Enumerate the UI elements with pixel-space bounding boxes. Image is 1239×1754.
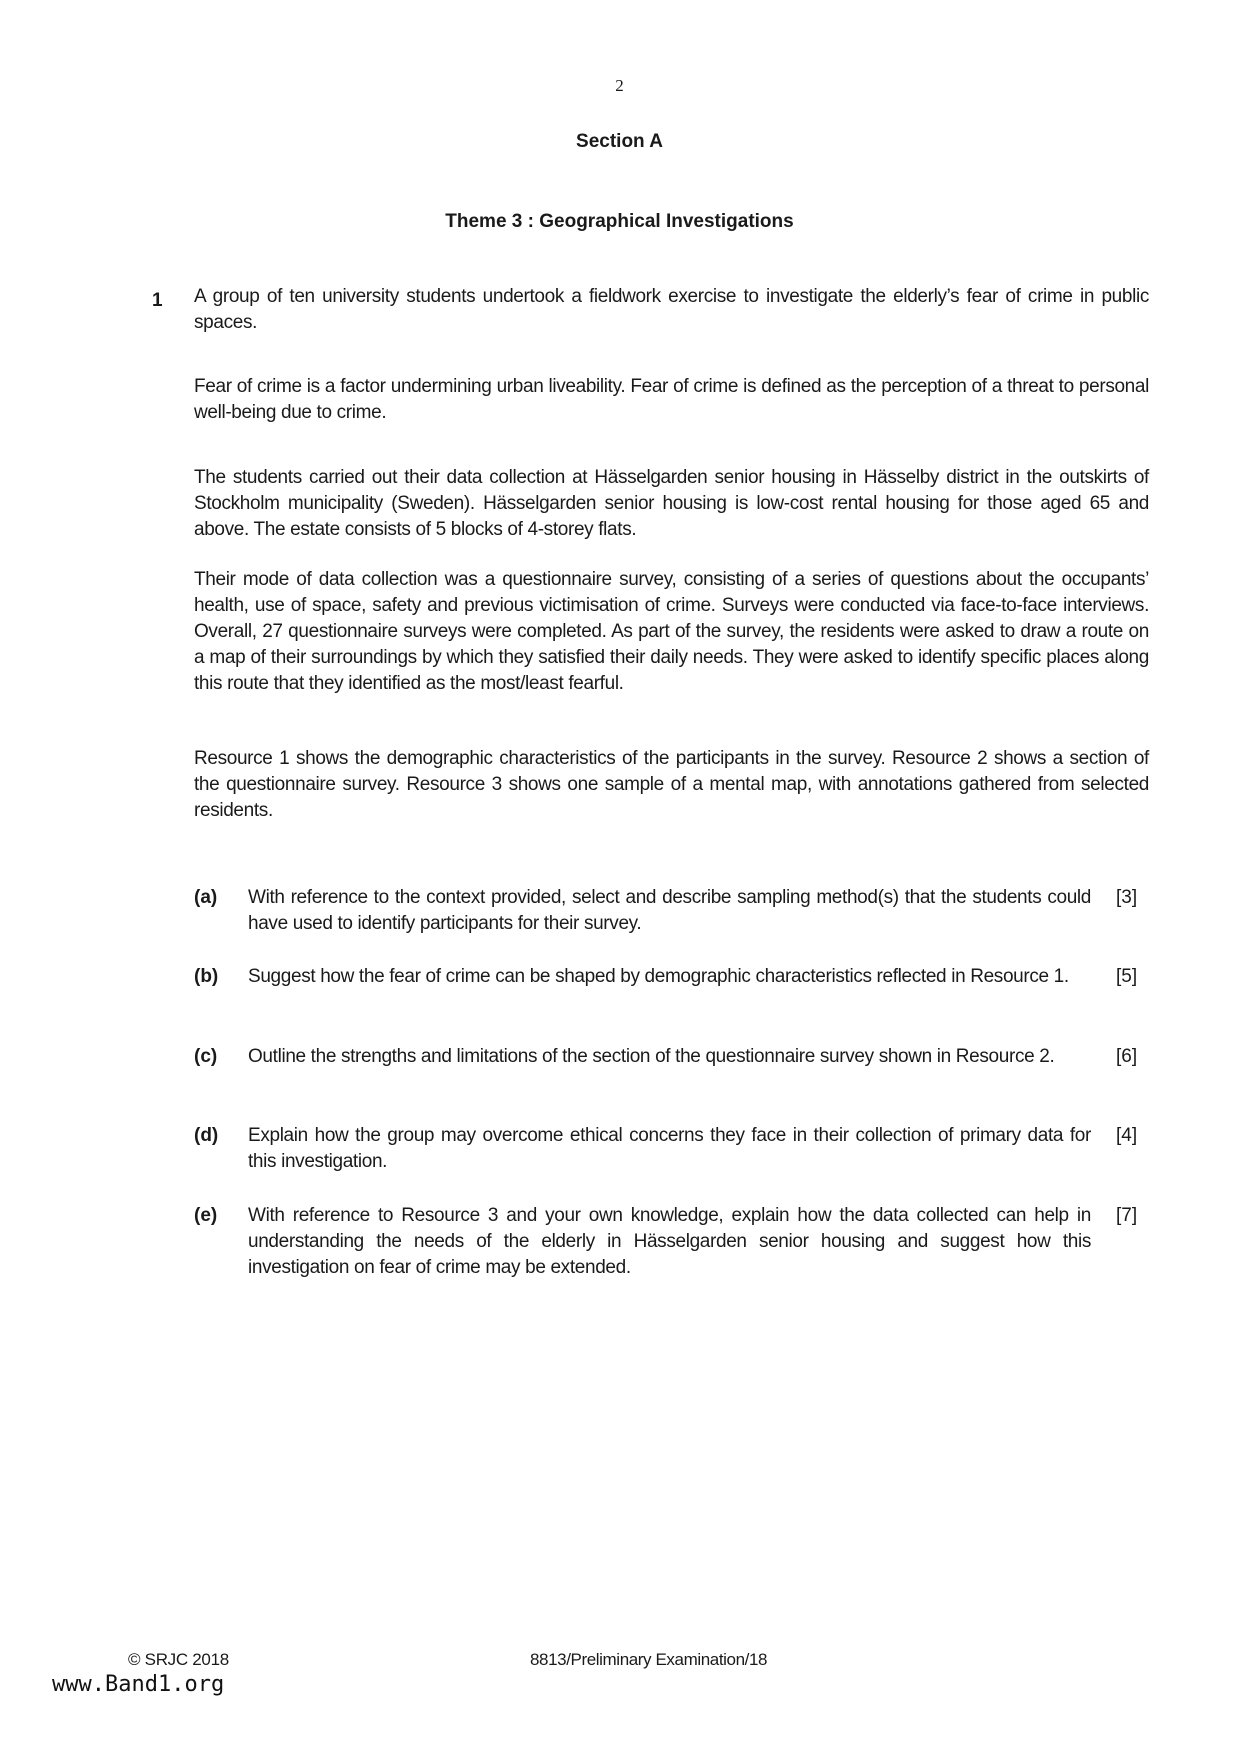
part-label: (a) bbox=[194, 887, 218, 908]
part-label: (e) bbox=[194, 1205, 218, 1226]
part-text: With reference to the context provided, select and describe sampling method(s) that the students could have used to identify participants for their survey. bbox=[248, 887, 1091, 934]
part-text: Outline the strengths and limitations of the section of the questionnaire survey shown in Resource 2. bbox=[248, 1046, 1055, 1067]
part-label: (b) bbox=[194, 966, 219, 987]
watermark: www.Band1.org bbox=[52, 1672, 225, 1697]
part-marks: [3] bbox=[1116, 887, 1138, 908]
part-marks: [6] bbox=[1116, 1046, 1138, 1067]
intro-paragraph: A group of ten university students undertook a fieldwork exercise to investigate the elderly’s fear of crime in public spaces. bbox=[194, 286, 1149, 333]
footer-paper-code: 8813/Preliminary Examination/18 bbox=[530, 1650, 768, 1669]
part-marks: [4] bbox=[1116, 1125, 1138, 1146]
part-text: Suggest how the fear of crime can be shaped by demographic characteristics reflected in Resource 1. bbox=[248, 966, 1069, 987]
section-title: Section A bbox=[576, 131, 663, 152]
resources-paragraph: Resource 1 shows the demographic characteristics of the participants in the survey. Resource 2 shows a section of the questionnaire survey. Resource 3 shows one sample of a mental map, with annotations gathered from selected residents. bbox=[194, 748, 1149, 821]
definition-paragraph: Fear of crime is a factor undermining urban liveability. Fear of crime is defined as the perception of a threat to personal well-being due to crime. bbox=[194, 376, 1149, 423]
page-number: 2 bbox=[615, 76, 624, 95]
location-paragraph: The students carried out their data collection at Hässelgarden senior housing in Hässelby district in the outskirts of Stockholm municipality (Sweden). Hässelgarden senior housing is low-cost rental housing for those aged 65 and above. The estate consists of 5 blocks of 4-storey flats. bbox=[194, 467, 1149, 540]
part-marks: [7] bbox=[1116, 1205, 1138, 1226]
theme-title: Theme 3 : Geographical Investigations bbox=[445, 211, 794, 232]
part-label: (d) bbox=[194, 1125, 219, 1146]
question-number: 1 bbox=[152, 290, 163, 311]
part-text: Explain how the group may overcome ethical concerns they face in their collection of primary data for this investigation. bbox=[248, 1125, 1091, 1172]
method-paragraph: Their mode of data collection was a questionnaire survey, consisting of a series of questions about the occupants’ health, use of space, safety and previous victimisation of crime. Surveys were conducted via face-to-face interviews. Overall, 27 questionnaire surveys were completed. As part of the survey, the residents were asked to draw a route on a map of their surroundings by which they satisfied their daily needs. They were asked to identify specific places along this route that they identified as the most/least fearful. bbox=[194, 569, 1149, 694]
part-text: With reference to Resource 3 and your own knowledge, explain how the data collected can help in understanding the needs of the elderly in Hässelgarden senior housing and suggest how this investigation on fear of crime may be extended. bbox=[248, 1205, 1091, 1278]
footer-copyright: © SRJC 2018 bbox=[128, 1650, 229, 1669]
part-label: (c) bbox=[194, 1046, 218, 1067]
part-marks: [5] bbox=[1116, 966, 1138, 987]
